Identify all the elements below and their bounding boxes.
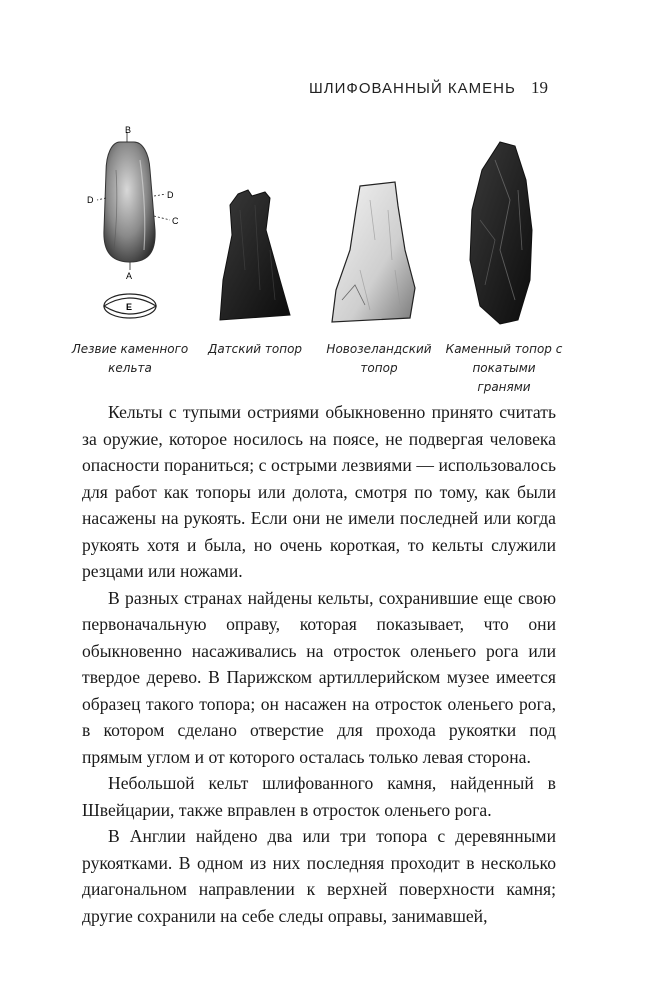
label-a: A: [126, 271, 133, 281]
label-b: B: [125, 125, 132, 135]
label-d-right: D: [167, 190, 174, 200]
paragraph: В Англии найдено два или три топора с деревянными рукоятками. В одном из них последняя проходит в несколько диагональном направлении к верхней поверхности камня; другие сохранили на себе следы оправы, занимавшей,: [82, 826, 556, 926]
celt-drawing: [97, 132, 170, 318]
page-number: 19: [531, 78, 548, 97]
running-header: [309, 78, 548, 98]
faceted-stone-axe-drawing: [470, 142, 532, 324]
paragraph: В разных странах найдены кельты, сохранившие еще свою первоначальную оправу, которая показывает, что они обыкновенно насаживались на отросток оленьего рога или твердое дерево. В Парижском артиллерийском музее имеется образец такого топора; он насажен на отросток оленьего рога, в котором сделано отверстие для прохода рукоятки под прямым углом и от которого осталась только левая сторона.: [82, 587, 556, 767]
figure-stone-axes: [70, 110, 570, 410]
body-text: [82, 399, 556, 929]
label-c: C: [172, 216, 179, 226]
label-e: E: [126, 302, 133, 312]
caption-faceted-axe: Каменный топор с покатыми гранями: [445, 342, 563, 394]
danish-axe-drawing: [220, 190, 290, 320]
axes-illustration: [70, 110, 570, 340]
caption-celt-blade: Лезвие каменного кельта: [71, 342, 189, 375]
paragraph: Небольшой кельт шлифованного камня, найденный в Швейцарии, также вправлен в отросток оленьего рога.: [82, 773, 556, 820]
label-d-left: D: [87, 195, 94, 205]
paragraph: Кельты с тупыми остриями обыкновенно принято считать за оружие, которое носилось на поясе, не подвергая человека опасности пораниться; с острыми лезвиями — использовалось для работ как топоры или долота, смотря по тому, как были насажены на рукоять. Если они не имели последней или когда рукоять хотя и была, но очень короткая, то кельты служили резцами или ножами.: [82, 402, 556, 581]
new-zealand-axe-drawing: [332, 182, 415, 322]
running-title: ШЛИФОВАННЫЙ КАМЕНЬ: [309, 80, 516, 97]
caption-danish-axe: Датский топор: [207, 342, 303, 356]
caption-new-zealand-axe: Новозеландский топор: [326, 342, 432, 375]
